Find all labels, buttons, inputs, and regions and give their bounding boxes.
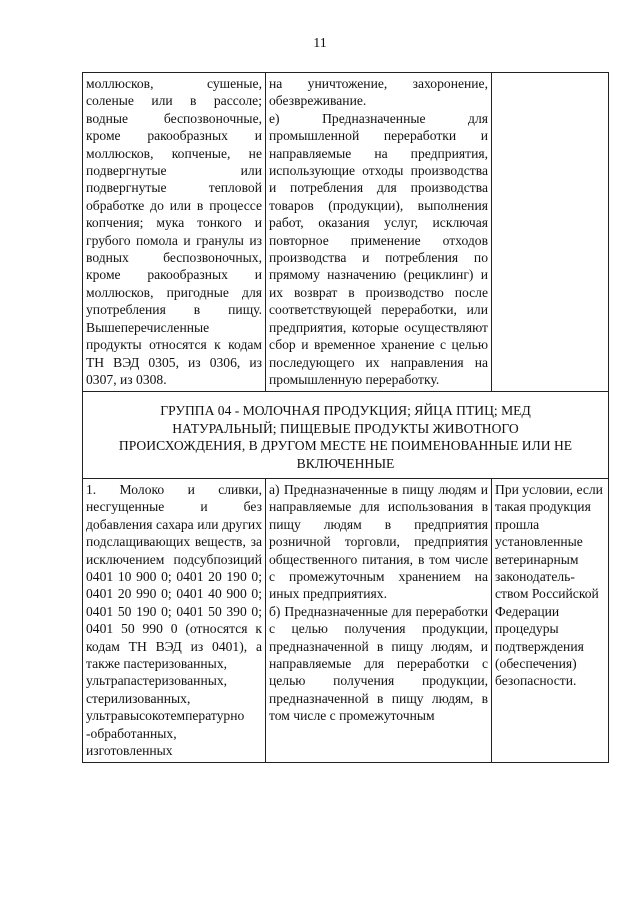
group-heading-line: НАТУРАЛЬНЫЙ; ПИЩЕВЫЕ ПРОДУКТЫ ЖИВОТНОГО xyxy=(172,420,519,436)
table-cell-product xyxy=(83,73,266,392)
group-heading-row xyxy=(83,392,609,479)
purpose-item-a: а) Предназначенные в пищу людям и направляемые для использования в пищу людям в предприятия розничной торговли, предприятия общественного питания, в том числе с промежуточным хранением на иных предприятиях. xyxy=(269,481,488,602)
product-description: 1. Молоко и сливки, несгущенные и без добавления сахара или других подслащивающих веществ, за исключением подсубпозиций 0401 10 900 0; 0401 20 190 0; 0401 20 990 0; 0401 40 900 0; 0401 50 190 0; 0401 50 390 0; 0401 50 990 0 (относятся к кодам ТН ВЭД из 0401), а также пастеризованных, ультрапастеризованных, стерилизованных, ультравысокотемпературно -обработанных, изготовленных xyxy=(86,481,262,759)
table-cell-purpose xyxy=(266,478,492,763)
purpose-text: на уничтожение, захоронение, обезвреживание. xyxy=(269,76,488,109)
purpose-item-b: б) Предназначенные для переработки с целью получения продукции, предназначенной в пищу людям, и направляемые для переработки с целью получения продукции, предназначенной в пищу людям, в том числе с промежуточным xyxy=(269,603,488,724)
group-heading-line: ГРУППА 04 - МОЛОЧНАЯ ПРОДУКЦИЯ; ЯЙЦА ПТИЦ; МЕД xyxy=(160,403,531,419)
group-heading xyxy=(83,392,609,479)
table-cell-condition xyxy=(492,73,609,392)
regulation-table xyxy=(82,72,609,763)
product-description: моллюсков, сушеные, соленые или в рассоле; водные беспозвоночные, кроме ракообразных и моллюсков, копченые, не подвергнутые или подвергнутые тепловой обработке до или в процессе копчения; мука тонкого и грубого помола и гранулы из водных беспозвоночных, кроме ракообразных и моллюсков, пригодные для употребления в пищу. Вышеперечисленные продукты относятся к кодам ТН ВЭД 0305, из 0306, из 0307, из 0308. xyxy=(86,76,262,387)
group-heading-line: ВКЛЮЧЕННЫЕ xyxy=(296,455,395,471)
purpose-item-e: е) Предназначенные для промышленной переработки и направляемые на предприятия, использующие отходы производства и потребления для производства товаров (продукции), выполнения работ, оказания услуг, исключая повторное применение отходов производства и потребления по прямому назначению (рециклинг) и их возврат в производство после соответствующей переработки, или предприятия, которые осуществляют сбор и временное хранение с целью последующего их направления на промышленную переработку. xyxy=(269,110,488,387)
group-heading-line: ПРОИСХОЖДЕНИЯ, В ДРУГОМ МЕСТЕ НЕ ПОИМЕНОВАННЫЕ ИЛИ НЕ xyxy=(118,438,573,454)
table-row xyxy=(83,478,609,763)
page-number: 11 xyxy=(313,36,327,51)
condition-text: При условии, если такая продукция прошла установленные ветеринарным законодатель-ством Российской Федерации процедуры подтверждения (обеспечения) безопасности. xyxy=(495,481,603,689)
table-cell-condition xyxy=(492,478,609,763)
table-cell-product xyxy=(83,478,266,763)
table-cell-purpose xyxy=(266,73,492,392)
table-row xyxy=(83,73,609,392)
